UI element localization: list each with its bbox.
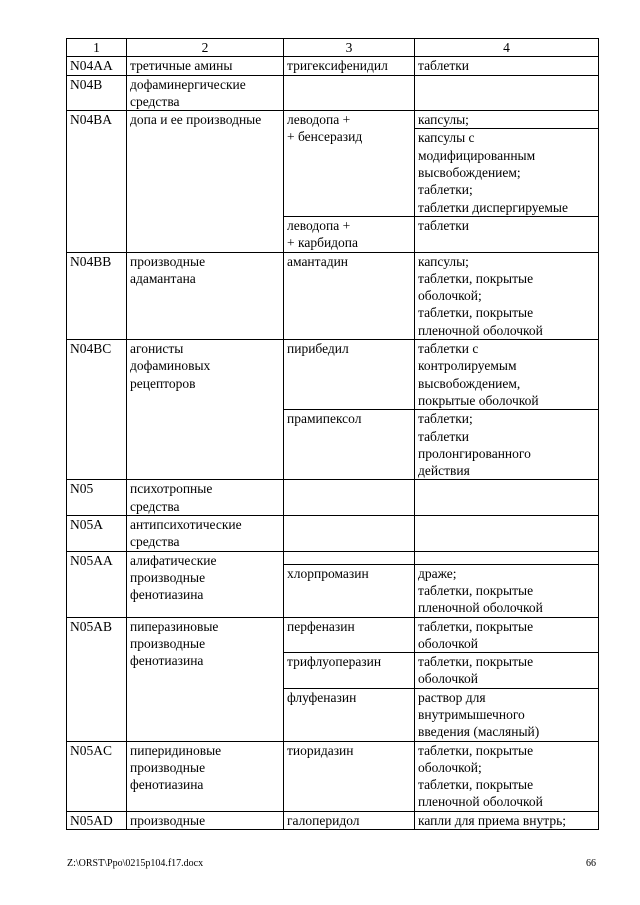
drug-name: флуфеназин [284, 688, 415, 741]
group-name: пиперидиновые производные фенотиазина [127, 741, 284, 811]
atc-code: N05 [67, 480, 127, 516]
empty-cell [284, 551, 415, 564]
group-name: алифатические производные фенотиазина [127, 551, 284, 617]
drug-name: трифлуоперазин [284, 653, 415, 689]
drug-name: перфеназин [284, 617, 415, 653]
dosage-forms: таблетки [415, 57, 599, 75]
group-name: агонисты дофаминовых рецепторов [127, 340, 284, 480]
drug-name [284, 516, 415, 552]
dosage-forms: таблетки [415, 216, 599, 252]
header-col-1: 1 [67, 39, 127, 57]
drug-name: леводопа + + бенсеразид [284, 111, 415, 217]
drug-name [284, 480, 415, 516]
medication-table [66, 38, 599, 830]
dosage-forms: капсулы с модифицированным высвобождением; таблетки; таблетки диспергируемые [415, 129, 599, 216]
group-name: дофаминергические средства [127, 75, 284, 111]
group-name: третичные амины [127, 57, 284, 75]
atc-code: N05AB [67, 617, 127, 741]
atc-code: N05AA [67, 551, 127, 617]
drug-name: хлорпромазин [284, 564, 415, 617]
dosage-forms [415, 75, 599, 111]
atc-code: N04BA [67, 111, 127, 252]
drug-name: тригексифенидил [284, 57, 415, 75]
table-row [67, 617, 599, 653]
dosage-forms: таблетки, покрытые оболочкой; таблетки, покрытые пленочной оболочкой [415, 741, 599, 811]
table-row [67, 551, 599, 564]
table-header-row [67, 39, 599, 57]
dosage-forms: раствор для внутримышечного введения (масляный) [415, 688, 599, 741]
dosage-forms: капсулы; [415, 111, 599, 129]
atc-code: N04AA [67, 57, 127, 75]
dosage-forms [415, 480, 599, 516]
group-name: психотропные средства [127, 480, 284, 516]
dosage-forms: таблетки; таблетки пролонгированного действия [415, 410, 599, 480]
empty-cell [415, 551, 599, 564]
drug-name [284, 75, 415, 111]
header-col-4: 4 [415, 39, 599, 57]
header-col-3: 3 [284, 39, 415, 57]
dosage-forms: капсулы; таблетки, покрытые оболочкой; таблетки, покрытые пленочной оболочкой [415, 252, 599, 339]
drug-name: тиоридазин [284, 741, 415, 811]
table-row [67, 75, 599, 111]
footer-file-path: Z:\ORST\Ppo\0215p104.f17.docx [67, 858, 204, 869]
dosage-forms [415, 516, 599, 552]
table-row [67, 340, 599, 410]
table-row [67, 111, 599, 129]
header-col-2: 2 [127, 39, 284, 57]
table-row [67, 741, 599, 811]
dosage-forms: драже; таблетки, покрытые пленочной оболочкой [415, 564, 599, 617]
group-name: допа и ее производные [127, 111, 284, 252]
dosage-forms: таблетки, покрытые оболочкой [415, 653, 599, 689]
table-row [67, 252, 599, 339]
table-row [67, 516, 599, 552]
drug-name: леводопа + + карбидопа [284, 216, 415, 252]
group-name: антипсихотические средства [127, 516, 284, 552]
atc-code: N05A [67, 516, 127, 552]
atc-code: N04BB [67, 252, 127, 339]
dosage-forms: таблетки, покрытые оболочкой [415, 617, 599, 653]
group-name: пиперазиновые производные фенотиазина [127, 617, 284, 741]
drug-name: пирибедил [284, 340, 415, 410]
table-row [67, 811, 599, 829]
drug-name: амантадин [284, 252, 415, 339]
dosage-forms: таблетки с контролируемым высвобождением, покрытые оболочкой [415, 340, 599, 410]
table-row [67, 57, 599, 75]
footer-page-number: 66 [586, 858, 596, 869]
drug-name: прамипексол [284, 410, 415, 480]
group-name: производные [127, 811, 284, 829]
group-name: производные адамантана [127, 252, 284, 339]
table-row [67, 480, 599, 516]
atc-code: N04B [67, 75, 127, 111]
dosage-forms: капли для приема внутрь; [415, 811, 599, 829]
atc-code: N05AD [67, 811, 127, 829]
drug-name: галоперидол [284, 811, 415, 829]
atc-code: N04BC [67, 340, 127, 480]
atc-code: N05AC [67, 741, 127, 811]
